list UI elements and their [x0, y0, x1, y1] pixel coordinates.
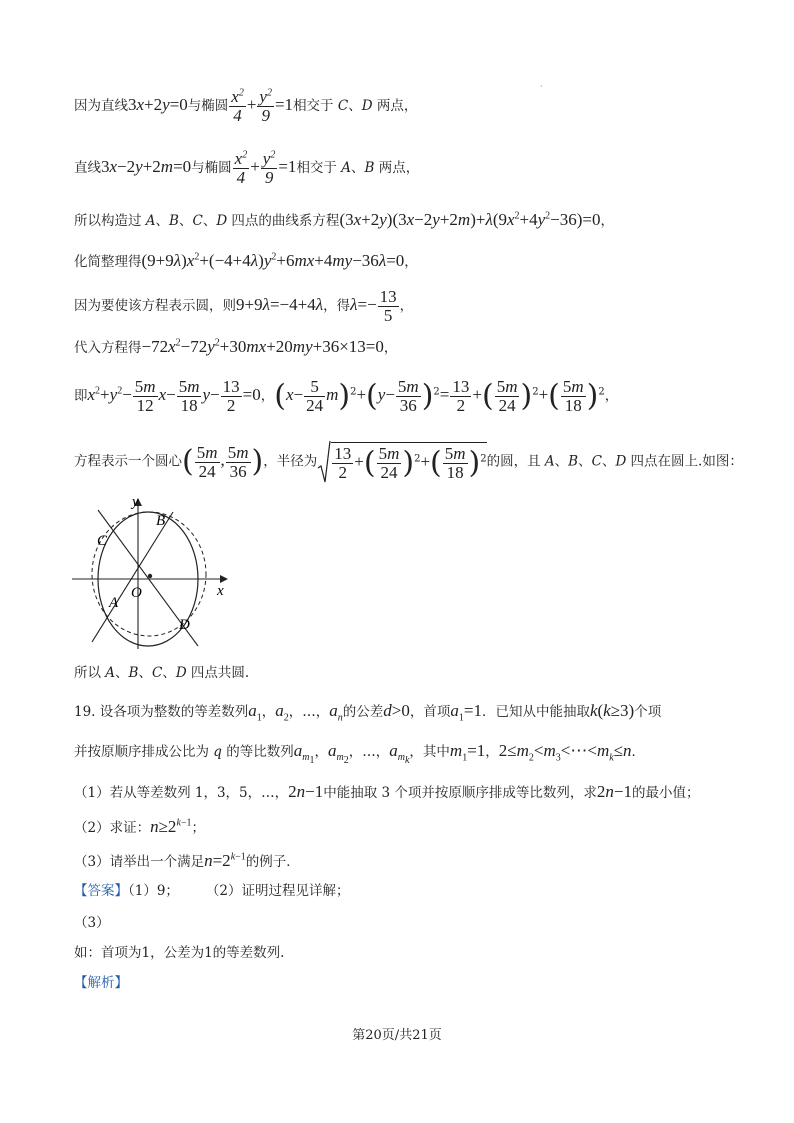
line-3: 所以构造过 A、B、C、D 四点的曲线系方程$(3x+2y)(3x-2y+2m)+\lambda(9x^2+4y^2-36)=0$， [74, 210, 615, 229]
ellipse-circle-figure [70, 494, 235, 654]
line-6: 代入方程得$-72x^2-72y^2+30mx+20my+36\times 13=0$， [74, 337, 398, 356]
line-14: （3）请举出一个满足$n=2^{k-1}$的例子． [74, 851, 300, 870]
label-C: C [97, 533, 108, 549]
line-2: 直线3x−2y+2m=0与椭圆 $\frac{x^2}{4}$ + $\frac{y^2}{9}$ =1相交于 A、B 两点， [74, 149, 420, 187]
line-4: 化简整理得$(9+9\lambda)x^2+(-4+4\lambda)y^2+6mx+4my-36\lambda=0$， [74, 251, 418, 270]
label-B: B [156, 513, 166, 529]
answer-tag: 【答案】 [74, 883, 128, 899]
line-9: 所以 A、B、C、D 四点共圆. [74, 665, 250, 681]
line-13: （2）求证：$n\ge 2^{k-1}$； [74, 817, 206, 836]
label-A: A [109, 595, 119, 611]
line-16: （3） [74, 915, 110, 931]
line-11: 并按原顺序排成公比为 q 的等比数列$a_{m_1}$，$a_{m_2}$，…，$a_{m_k}$，其中$m_1=1$，$2\le m_2<m_3<\cdots<m_k\le n$． [74, 741, 646, 767]
label-y: y [132, 494, 139, 510]
line-7: 即$x^2+y^2-$ $\frac{5m}{12}$ x− $\frac{5m}{18}$ y− $\frac{13}{2}$ =0，(x− $\frac{5}{24}$ m)$^2$+(y− $\frac{5m}{36}$ )$^2$= $\frac{13}{2}$ +( $\frac{5m}{24}$ )$^2$+( $\frac{5m}{18}$ )$^2$， [74, 377, 619, 415]
line-12: （1）若从等差数列 1，3，5，…，2n−1中能抽取 3 个项并按原顺序排成等比数列，求2n−1的最小值； [74, 782, 700, 801]
line-17: 如：首项为1，公差为1的等差数列. [74, 945, 285, 961]
line-1: 因为直线3x+2y=0与椭圆 $\frac{x^2}{4}$ + $\frac{y^2}{9}$ =1相交于 C、D 两点， [74, 87, 418, 125]
label-D: D [179, 617, 190, 633]
stray-mark: · [540, 82, 543, 91]
label-x: x [217, 583, 224, 599]
page-footer: 第20页/共21页 [352, 1028, 442, 1043]
analysis-tag: 【解析】 [74, 975, 128, 991]
label-O: O [131, 585, 142, 601]
line-5: 因为要使该方程表示圆，则9+9λ=−4+4λ，得λ=− $\frac{13}{5}$ ， [74, 287, 414, 325]
line-10: 19. 设各项为整数的等差数列$a_1$，$a_2$，…，$a_n$的公差d>0，首项$a_1=1$．已知从中能抽取k(k≥3)个项 [74, 701, 662, 724]
line-8: 方程表示一个圆心( $\frac{5m}{24}$ , $\frac{5m}{36}$ )，半径为 $\frac{13}{2}$ +( $\frac{5m}{24}$ )$^2$+( $\frac{5m}{18}$ )$^2$的圆，且 A、B、C、D 四点在圆上.如图： [74, 442, 743, 482]
line-15: 【答案】（1）9； （2）证明过程见详解； [74, 883, 350, 899]
